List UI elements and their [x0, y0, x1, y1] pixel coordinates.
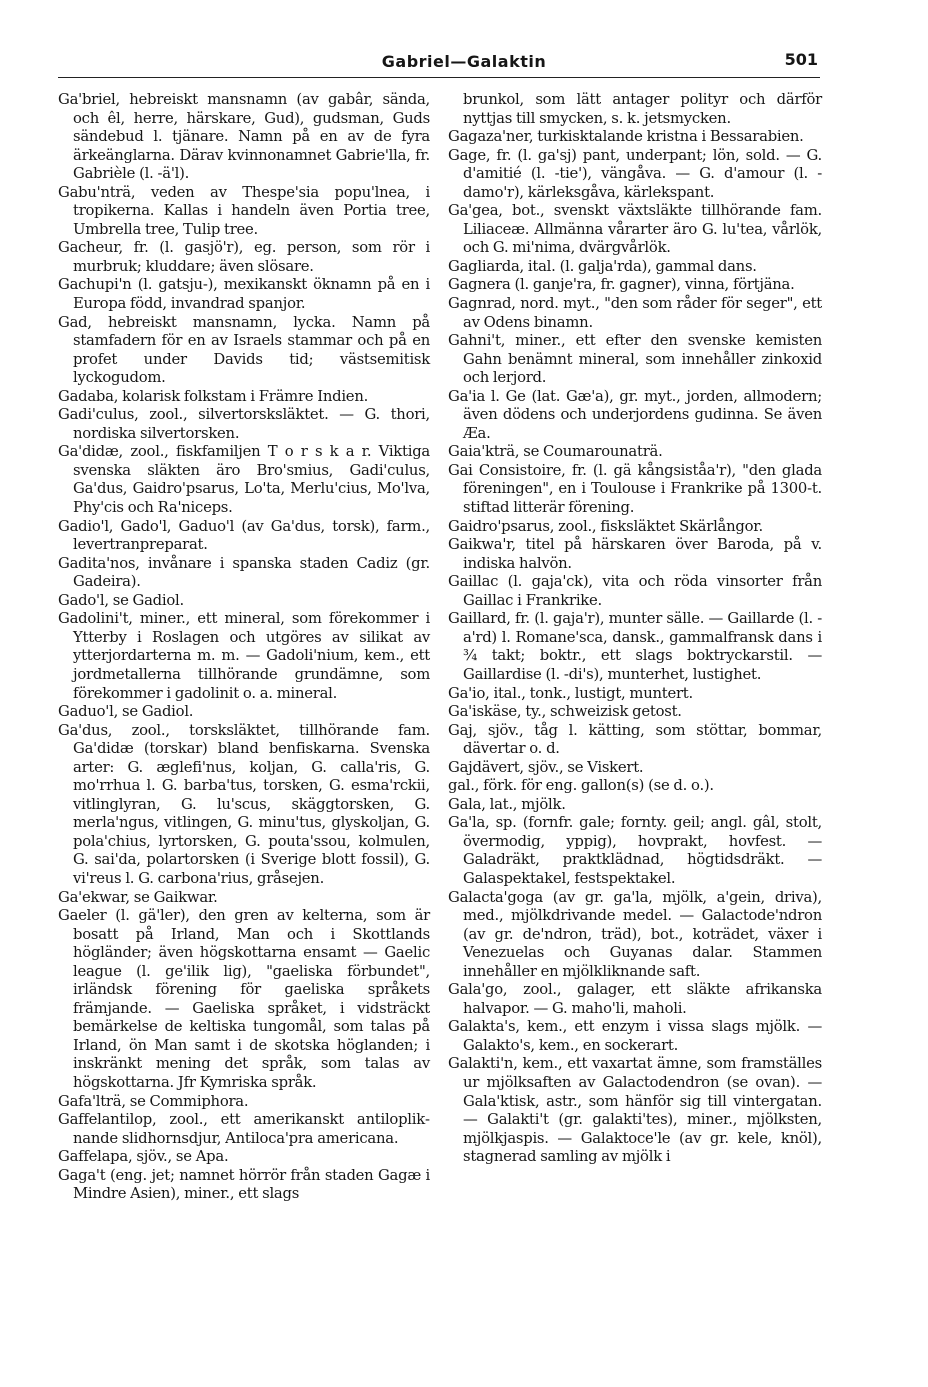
dictionary-entry: Gacheur, fr. (l. gasjö'r), eg. person, som rör i murbruk; kluddare; även slösare. [58, 239, 430, 275]
dictionary-entry: Gagnrad, nord. myt., "den som råder för seger", ett av Odens binamn. [448, 295, 822, 331]
dictionary-entry: Gage, fr. (l. ga'sj) pant, underpant; lön, sold. — G. d'amitié (l. -tie'), vängåva. — G. d'amour (l. - damo'r), kärleksgåva, kärlekspant. [448, 146, 822, 201]
dictionary-entry: Gagaza'ner, turkisktalande kristna i Bessarabien. [448, 128, 804, 146]
dictionary-entry: Gabu'nträ, veden av Thespe'sia popu'lnea, i tropikerna. Kallas i handeln även Portia tree, Umbrella tree, Tulip tree. [58, 183, 430, 238]
dictionary-entry: Gaidro'psarus, zool., fisksläktet Skärlångor. [448, 517, 763, 535]
dictionary-entry: Galacta'goga (av gr. ga'la, mjölk, a'gein, driva), med., mjölkdrivande medel. — Galactode'ndron (av gr. de'ndron, träd), bot., koträdet, växer i Venezuelas och Guyanas dalar. Stammen innehåller en mjölkliknande saft. [448, 888, 822, 980]
left-column [58, 91, 430, 1204]
dictionary-entry: Gado'l, se Gadiol. [58, 591, 184, 609]
dictionary-entry: Gaia'kträ, se Coumarounaträ. [448, 443, 663, 461]
dictionary-entry: Ga'iskäse, ty., schweizisk getost. [448, 703, 682, 721]
dictionary-entry: Gagliarda, ital. (l. galja'rda), gammal dans. [448, 257, 757, 275]
dictionary-entry: Gaga't (eng. jet; namnet hörrör från staden Gagæ i Mindre Asien), miner., ett slags [58, 1166, 430, 1203]
running-header-title: Gabriel—Galaktin [381, 52, 547, 71]
dictionary-entry: Gadi'culus, zool., silvertorsksläktet. — G. thori, nordiska silvertorsken. [58, 406, 430, 442]
dictionary-entry: Gaj, sjöv., tåg l. kätting, som stöttar, bommar, dävertar o. d. [448, 721, 822, 758]
right-column [448, 91, 822, 1167]
dictionary-entry: Gadita'nos, invånare i spanska staden Cadiz (gr. Gadeira). [58, 554, 430, 591]
dictionary-entry: Gala, lat., mjölk. [448, 795, 566, 813]
dictionary-entry: Gajdävert, sjöv., se Viskert. [448, 758, 644, 776]
dictionary-entry: Ga'ia l. Ge (lat. Gæ'a), gr. myt., jorden, allmodern; även dödens och underjordens gudinna. Se även Æa. [448, 387, 822, 442]
dictionary-entry: Gaillac (l. gaja'ck), vita och röda vinsorter från Gaillac i Frankrike. [448, 573, 822, 609]
dictionary-entry: Ga'la, sp. (fornfr. gale; fornty. geil; angl. gâl, stolt, övermodig, yppig), hovprakt, hovfest. — Galadräkt, praktklädnad, högtidsdräkt. — Galaspektakel, festspektakel. [448, 814, 822, 887]
header-rule [58, 77, 820, 78]
dictionary-entry: gal., förk. för eng. gallon(s) (se d. o.). [448, 777, 714, 795]
dictionary-entry: Ga'ekwar, se Gaikwar. [58, 888, 218, 906]
dictionary-entry: Ga'dus, zool., torsksläktet, tillhörande fam. Ga'didæ (torskar) bland benfiskarna. Svenska arter: G. æglefi'nus, koljan, G. calla'ris, G. mo'rrhua l. G. barba'tus, torsken, G. esma'rckii, vitlinglyran, G. lu'scus, skäggtorsken, G. merla'ngus, vitlingen, G. minu'tus, glyskoljan, G. pola'chius, lyrtorsken, G. pouta'ssou, kolmulen, G. sai'da, polartorsken (i Sverige blott fossil), G. vi'reus l. G. carbona'rius, gråsejen. [58, 721, 430, 887]
dictionary-entry: Gad, hebreiskt mansnamn, lycka. Namn på stamfadern för en av Israels stammar och på en profet under Davids tid; västsemitisk lyckogudom. [58, 313, 430, 387]
dictionary-entry: brunkol, som lätt antager polityr och därför nyttjas till smycken, s. k. jetsmycken. [463, 91, 822, 127]
dictionary-entry: Gaffelantilop, zool., ett amerikanskt antilopliknande slidhornsdjur, Antiloca'pra americana. [58, 1111, 430, 1147]
dictionary-entry: Gaillard, fr. (l. gaja'r), munter sälle. — Gaillarde (l. -a'rd) l. Romane'sca, dansk., gammalfransk dans i ¾ takt; boktr., ett slags boktryckarstil. — Gaillardise (l. -di's), munterhet, lustighet. [448, 610, 822, 683]
dictionary-entry: Gadolini't, miner., ett mineral, som förekommer i Ytterby i Roslagen och utgöres av silikat av ytterjordarterna m. m. — Gadoli'nium, kem., ett jordmetallerna tillhörande grundämne, som förekommer i gadolinit o. a. mineral. [58, 610, 430, 702]
dictionary-entry: Gaffelapa, sjöv., se Apa. [58, 1148, 229, 1166]
page-number: 501 [784, 50, 818, 69]
dictionary-entry: Gadio'l, Gado'l, Gaduo'l (av Ga'dus, torsk), farm., levertranpreparat. [58, 517, 430, 554]
dictionary-entry: Gahni't, miner., ett efter den svenske kemisten Gahn benämnt mineral, som innehåller zinkoxid och lerjord. [448, 332, 822, 387]
dictionary-entry: Gai Consistoire, fr. (l. gä kångsiståa'r), "den glada föreningen", en i Toulouse i Frankrike på 1300-t. stiftad litterär förening. [448, 461, 822, 517]
dictionary-entry: Galakta's, kem., ett enzym i vissa slags mjölk. — Galakto's, kem., en sockerart. [448, 1018, 822, 1054]
dictionary-entry: Galakti'n, kem., ett vaxartat ämne, som framställes ur mjölksaften av Galactodendron (se ovan). — Gala'ktisk, astr., som hänför sig till vintergatan. — Galakti't (gr. galakti'tes), miner., mjölksten, mjölkjaspis. — Galaktoce'le (av gr. kele, knöl), stagnerad samling av mjölk i [448, 1055, 822, 1166]
dictionary-entry: Gafa'lträ, se Commiphora. [58, 1092, 249, 1110]
dictionary-entry: Gala'go, zool., galager, ett släkte afrikanska halvapor. — G. maho'li, maholi. [448, 981, 822, 1017]
dictionary-entry: Gagnera (l. ganje'ra, fr. gagner), vinna, förtjäna. [448, 276, 795, 294]
dictionary-entry: Gachupi'n (l. gatsju-), mexikanskt öknamn på en i Europa född, invandrad spanjor. [58, 276, 430, 313]
dictionary-entry: Ga'gea, bot., svenskt växtsläkte tillhörande fam. Liliaceæ. Allmänna vårarter äro G. lu'tea, vårlök, och G. mi'nima, dvärgvårlök. [448, 202, 822, 257]
dictionary-entry: Gaduo'l, se Gadiol. [58, 703, 194, 721]
dictionary-entry: Ga'didæ, zool., fiskfamiljen T o r s k a r. Viktiga svenska släkten äro Bro'smius, Gadi'culus, Ga'dus, Gaidro'psarus, Lo'ta, Merlu'cius, Mo'lva, Phy'cis och Ra'niceps. [58, 443, 430, 517]
dictionary-entry: Ga'io, ital., tonk., lustigt, muntert. [448, 684, 693, 702]
dictionary-entry: Gadaba, kolarisk folkstam i Främre Indien. [58, 387, 369, 405]
dictionary-entry: Gaeler (l. gä'ler), den gren av kelterna, som är bosatt på Irland, Man och i Skottlands högländer; även högskottarna ensamt — Gaelic league (l. ge'ilik lig), "gaeliska förbundet", irländsk förening för gaeliska språkets främjande. — Gaeliska språket, i vidsträckt bemärkelse de keltiska tungomål, som talas på Irland, ön Man samt i de skotska höglanden; i inskränkt mening det språk, som talas av högskottarna. Jfr Kymriska språk. [58, 907, 430, 1091]
dictionary-entry: Gaikwa'r, titel på härskaren över Baroda, på v. indiska halvön. [448, 536, 822, 572]
dictionary-entry: Ga'briel, hebreiskt mansnamn (av gabâr, sända, och êl, herre, härskare, Gud), gudsman, Guds sändebud l. tjänare. Namn på en av de fyra ärkeänglarna. Därav kvinnonamnet Gabrie'lla, fr. Gabrièle (l. -ä'l). [58, 91, 430, 183]
